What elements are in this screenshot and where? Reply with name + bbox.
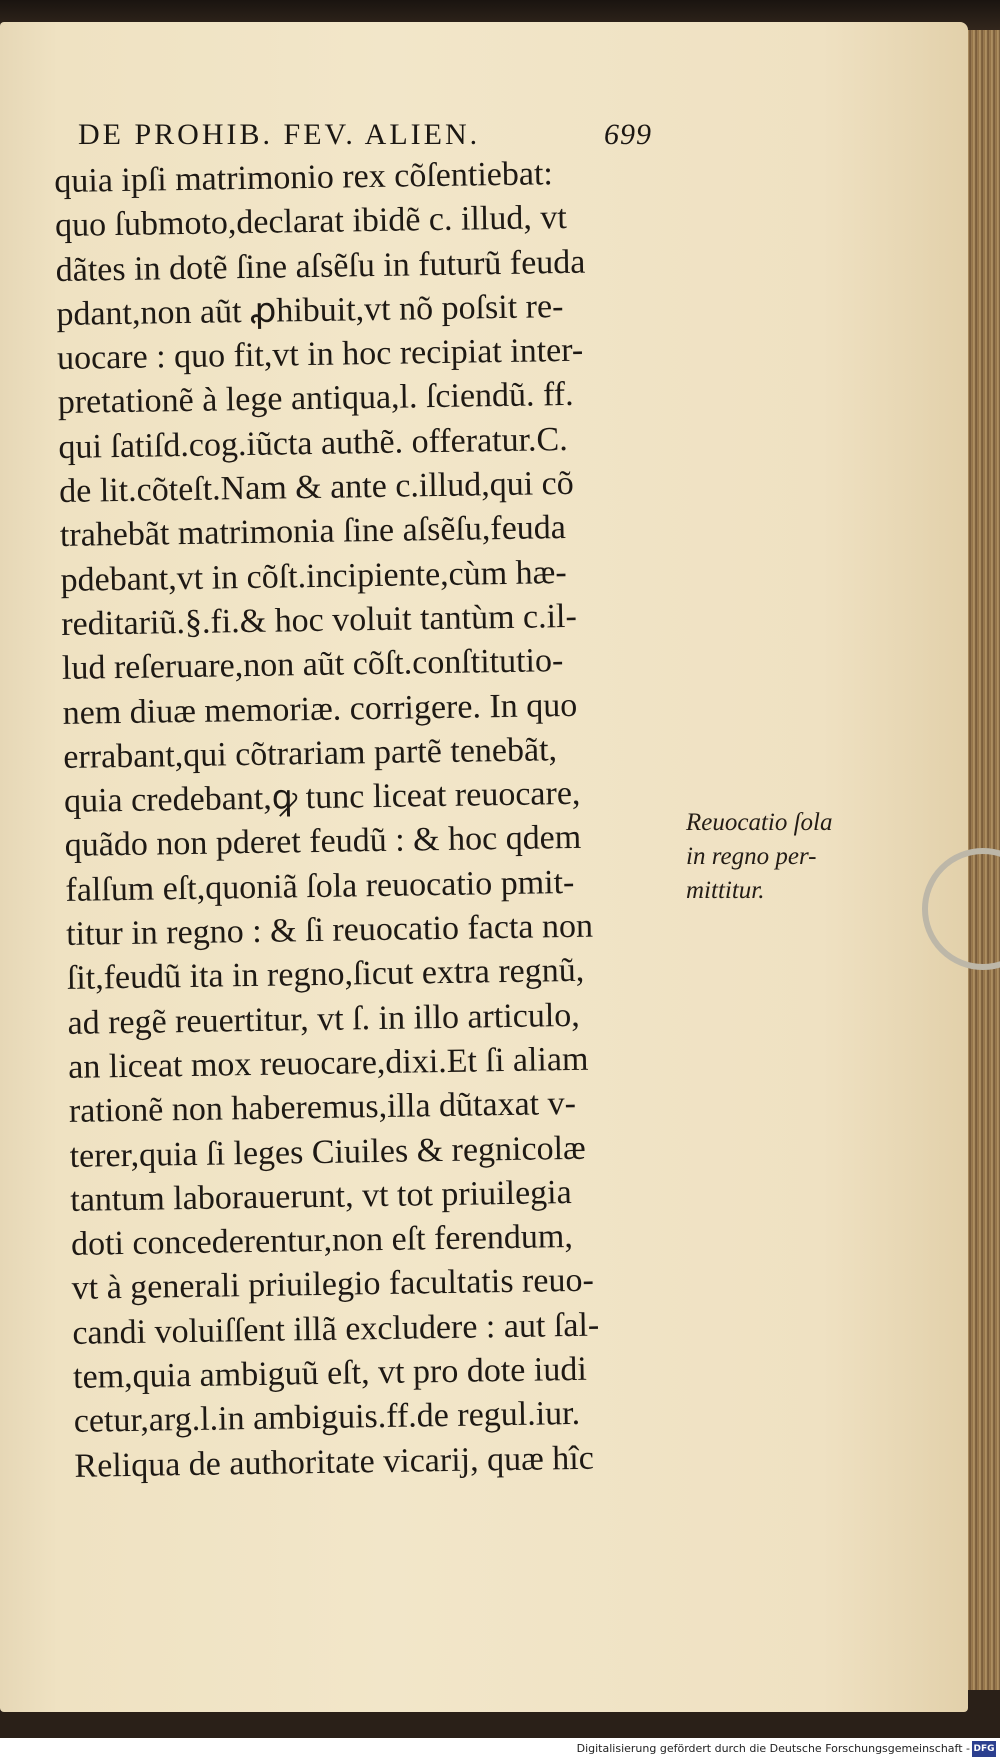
text-line: doti concederentur,non eſt ferendum, [70, 1218, 574, 1263]
marginal-note-line: in regno per- [686, 843, 817, 870]
body-text [54, 150, 715, 1489]
text-line: rationẽ non haberemus,illa dũtaxat v- [68, 1085, 577, 1131]
footer-bar [0, 1738, 1000, 1762]
marginal-note [686, 806, 856, 908]
text-line: uocare : quo fit,vt in hoc recipiat inter- [56, 331, 584, 378]
text-line: falſum eſt,quoniã ſola reuocatio pmit- [65, 863, 575, 909]
marginal-note-line: Reuocatio ſola [686, 809, 833, 836]
text-line: pretationẽ à lege antiqua,l. ſciendũ. ff. [57, 376, 574, 422]
text-line: cetur,arg.l.in ambiguis.ff.de regul.iur. [73, 1395, 581, 1441]
text-line: terer,quia ſi leges Ciuiles & regnicolæ [69, 1129, 586, 1175]
digitization-credit: Digitalisierung gefördert durch die Deutsche Forschungsgemeinschaft - [576, 1742, 970, 1755]
text-line: errabant,qui cõtrariam partẽ tenebãt, [63, 731, 558, 776]
text-line: tem,quia ambiguũ eſt, vt pro dote iudi [72, 1350, 588, 1396]
marginal-note-line: mittitur. [686, 877, 765, 904]
text-line: de lit.cõteſt.Nam & ante c.illud,qui cõ [58, 464, 575, 511]
text-line: pdebant,vt in cõſt.incipiente,cùm hæ- [60, 553, 567, 599]
dfg-logo: DFG [972, 1741, 996, 1757]
text-line: quo ſubmoto,declarat ibidẽ c. illud, vt [54, 199, 568, 245]
text-line: ſit,feudũ ita in regno,ſicut extra regnũ, [66, 952, 585, 998]
text-line: dãtes in dotẽ ſine aſsẽſu in futurũ feuda [55, 243, 586, 289]
text-line: pdant,non aũt ꝓhibuit,vt nõ poſsit re- [56, 287, 564, 333]
text-line: trahebãt matrimonia ſine aſsẽſu,feuda [59, 509, 567, 555]
text-line: reditariũ.§.fi.& hoc voluit tantùm c.il- [61, 597, 578, 643]
text-line: titur in regno : & ſi reuocatio facta non [65, 907, 594, 953]
text-line: quia ipſi matrimonio rex cõſentiebat: [54, 155, 554, 200]
text-line: ad regẽ reuertitur, vt ſ. in illo articulo, [67, 996, 581, 1042]
text-line: vt à generali priuilegio facultatis reuo- [71, 1262, 595, 1308]
text-line: quia credebant,ꝙ tunc liceat reuocare, [63, 774, 581, 821]
text-line: nem diuæ memoriæ. corrigere. In quo [62, 686, 578, 732]
text-line: qui ſatiſd.cog.iũcta authẽ. offeratur.C. [58, 420, 568, 466]
text-line: candi voluiſſent illã excludere : aut ſal- [72, 1306, 600, 1352]
text-line: lud reſeruare,non aũt cõſt.conſtitutio- [61, 642, 564, 688]
text-line: quãdo non pderet feudũ : & hoc qdem [64, 819, 582, 865]
text-line: Reliqua de authoritate vicarij, quæ hîc [74, 1439, 595, 1485]
page-number: 699 [604, 118, 652, 151]
running-title: DE PROHIB. FEV. ALIEN. [78, 118, 481, 151]
text-line: tantum laborauerunt, vt tot priuilegia [70, 1173, 572, 1219]
text-line: an liceat mox reuocare,dixi.Et ſi aliam [67, 1040, 589, 1086]
